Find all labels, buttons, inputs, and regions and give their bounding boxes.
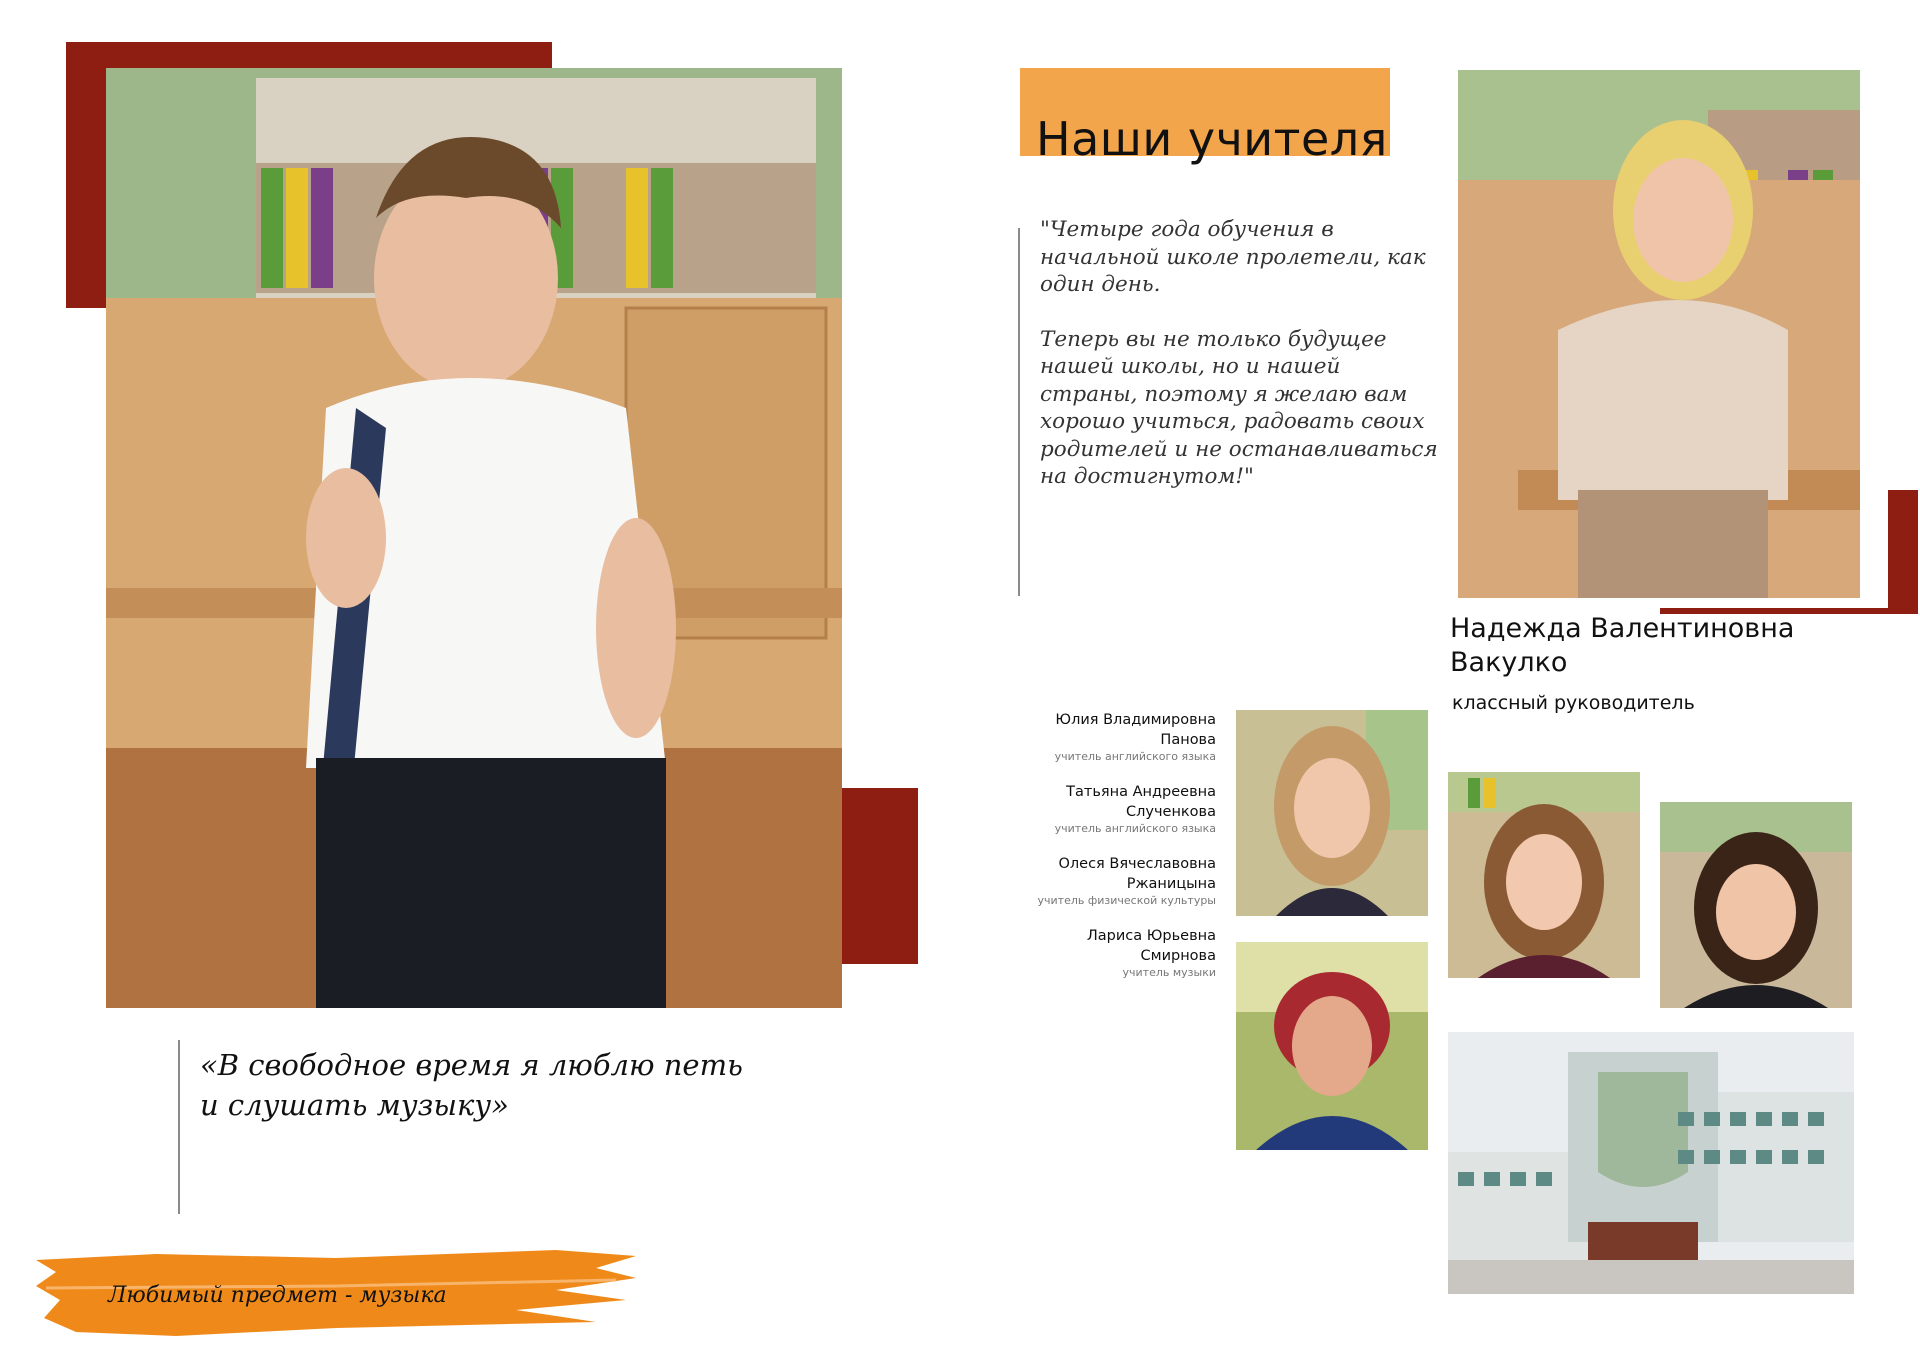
- staff-role: учитель музыки: [1122, 966, 1216, 979]
- student-portrait-photo: [106, 68, 842, 1008]
- school-building-photo: [1448, 1032, 1854, 1294]
- staff-name-line2: Слученкова: [1125, 804, 1216, 820]
- student-quote-line1: «В свободное время я люблю петь: [200, 1048, 743, 1082]
- favorite-subject-label: Любимый предмет - музыка: [108, 1283, 447, 1308]
- class-teacher-quote-para1: "Четыре года обучения в начальной школе пролетели, как один день.: [1040, 217, 1426, 297]
- staff-item: [960, 710, 1216, 764]
- student-quote-line2: и слушать музыку»: [200, 1088, 509, 1122]
- staff-role: учитель физической культуры: [1037, 894, 1216, 907]
- staff-photo-3: [1660, 802, 1852, 1008]
- staff-name-line1: Олеся Вячеславовна: [1058, 856, 1216, 872]
- staff-item: [960, 854, 1216, 908]
- staff-item: [960, 782, 1216, 836]
- class-teacher-quote: [1040, 216, 1440, 518]
- staff-role: учитель английского языка: [1054, 822, 1216, 835]
- staff-name-line1: Татьяна Андреевна: [1066, 784, 1216, 800]
- quote-divider-left: [178, 1040, 180, 1214]
- staff-photo-4: [1236, 942, 1428, 1150]
- staff-photo-1: [1236, 710, 1428, 916]
- staff-name-line2: Ржаницына: [1126, 876, 1216, 892]
- staff-name-line1: Лариса Юрьевна: [1086, 928, 1216, 944]
- staff-photo-2: [1448, 772, 1640, 978]
- class-teacher-photo: [1458, 70, 1860, 598]
- staff-name-line2: Смирнова: [1140, 948, 1216, 964]
- page-title: Наши учителя: [1036, 112, 1388, 166]
- class-teacher-quote-para2: Теперь вы не только будущее нашей школы, но и нашей страны, поэтому я желаю вам хорошо учиться, радовать своих родителей и не останавливаться на достигнутом!": [1040, 326, 1438, 489]
- class-teacher-name-line2: Вакулко: [1450, 647, 1568, 678]
- staff-name-line1: Юлия Владимировна: [1055, 712, 1216, 728]
- staff-item: [960, 926, 1216, 980]
- staff-role: учитель английского языка: [1054, 750, 1216, 763]
- quote-divider-right: [1018, 228, 1020, 596]
- student-quote: [200, 1045, 820, 1125]
- class-teacher-name: [1450, 612, 1794, 680]
- staff-name-line2: Панова: [1160, 732, 1216, 748]
- staff-list: [960, 710, 1216, 998]
- class-teacher-role: классный руководитель: [1452, 692, 1695, 714]
- class-teacher-name-line1: Надежда Валентиновна: [1450, 613, 1795, 644]
